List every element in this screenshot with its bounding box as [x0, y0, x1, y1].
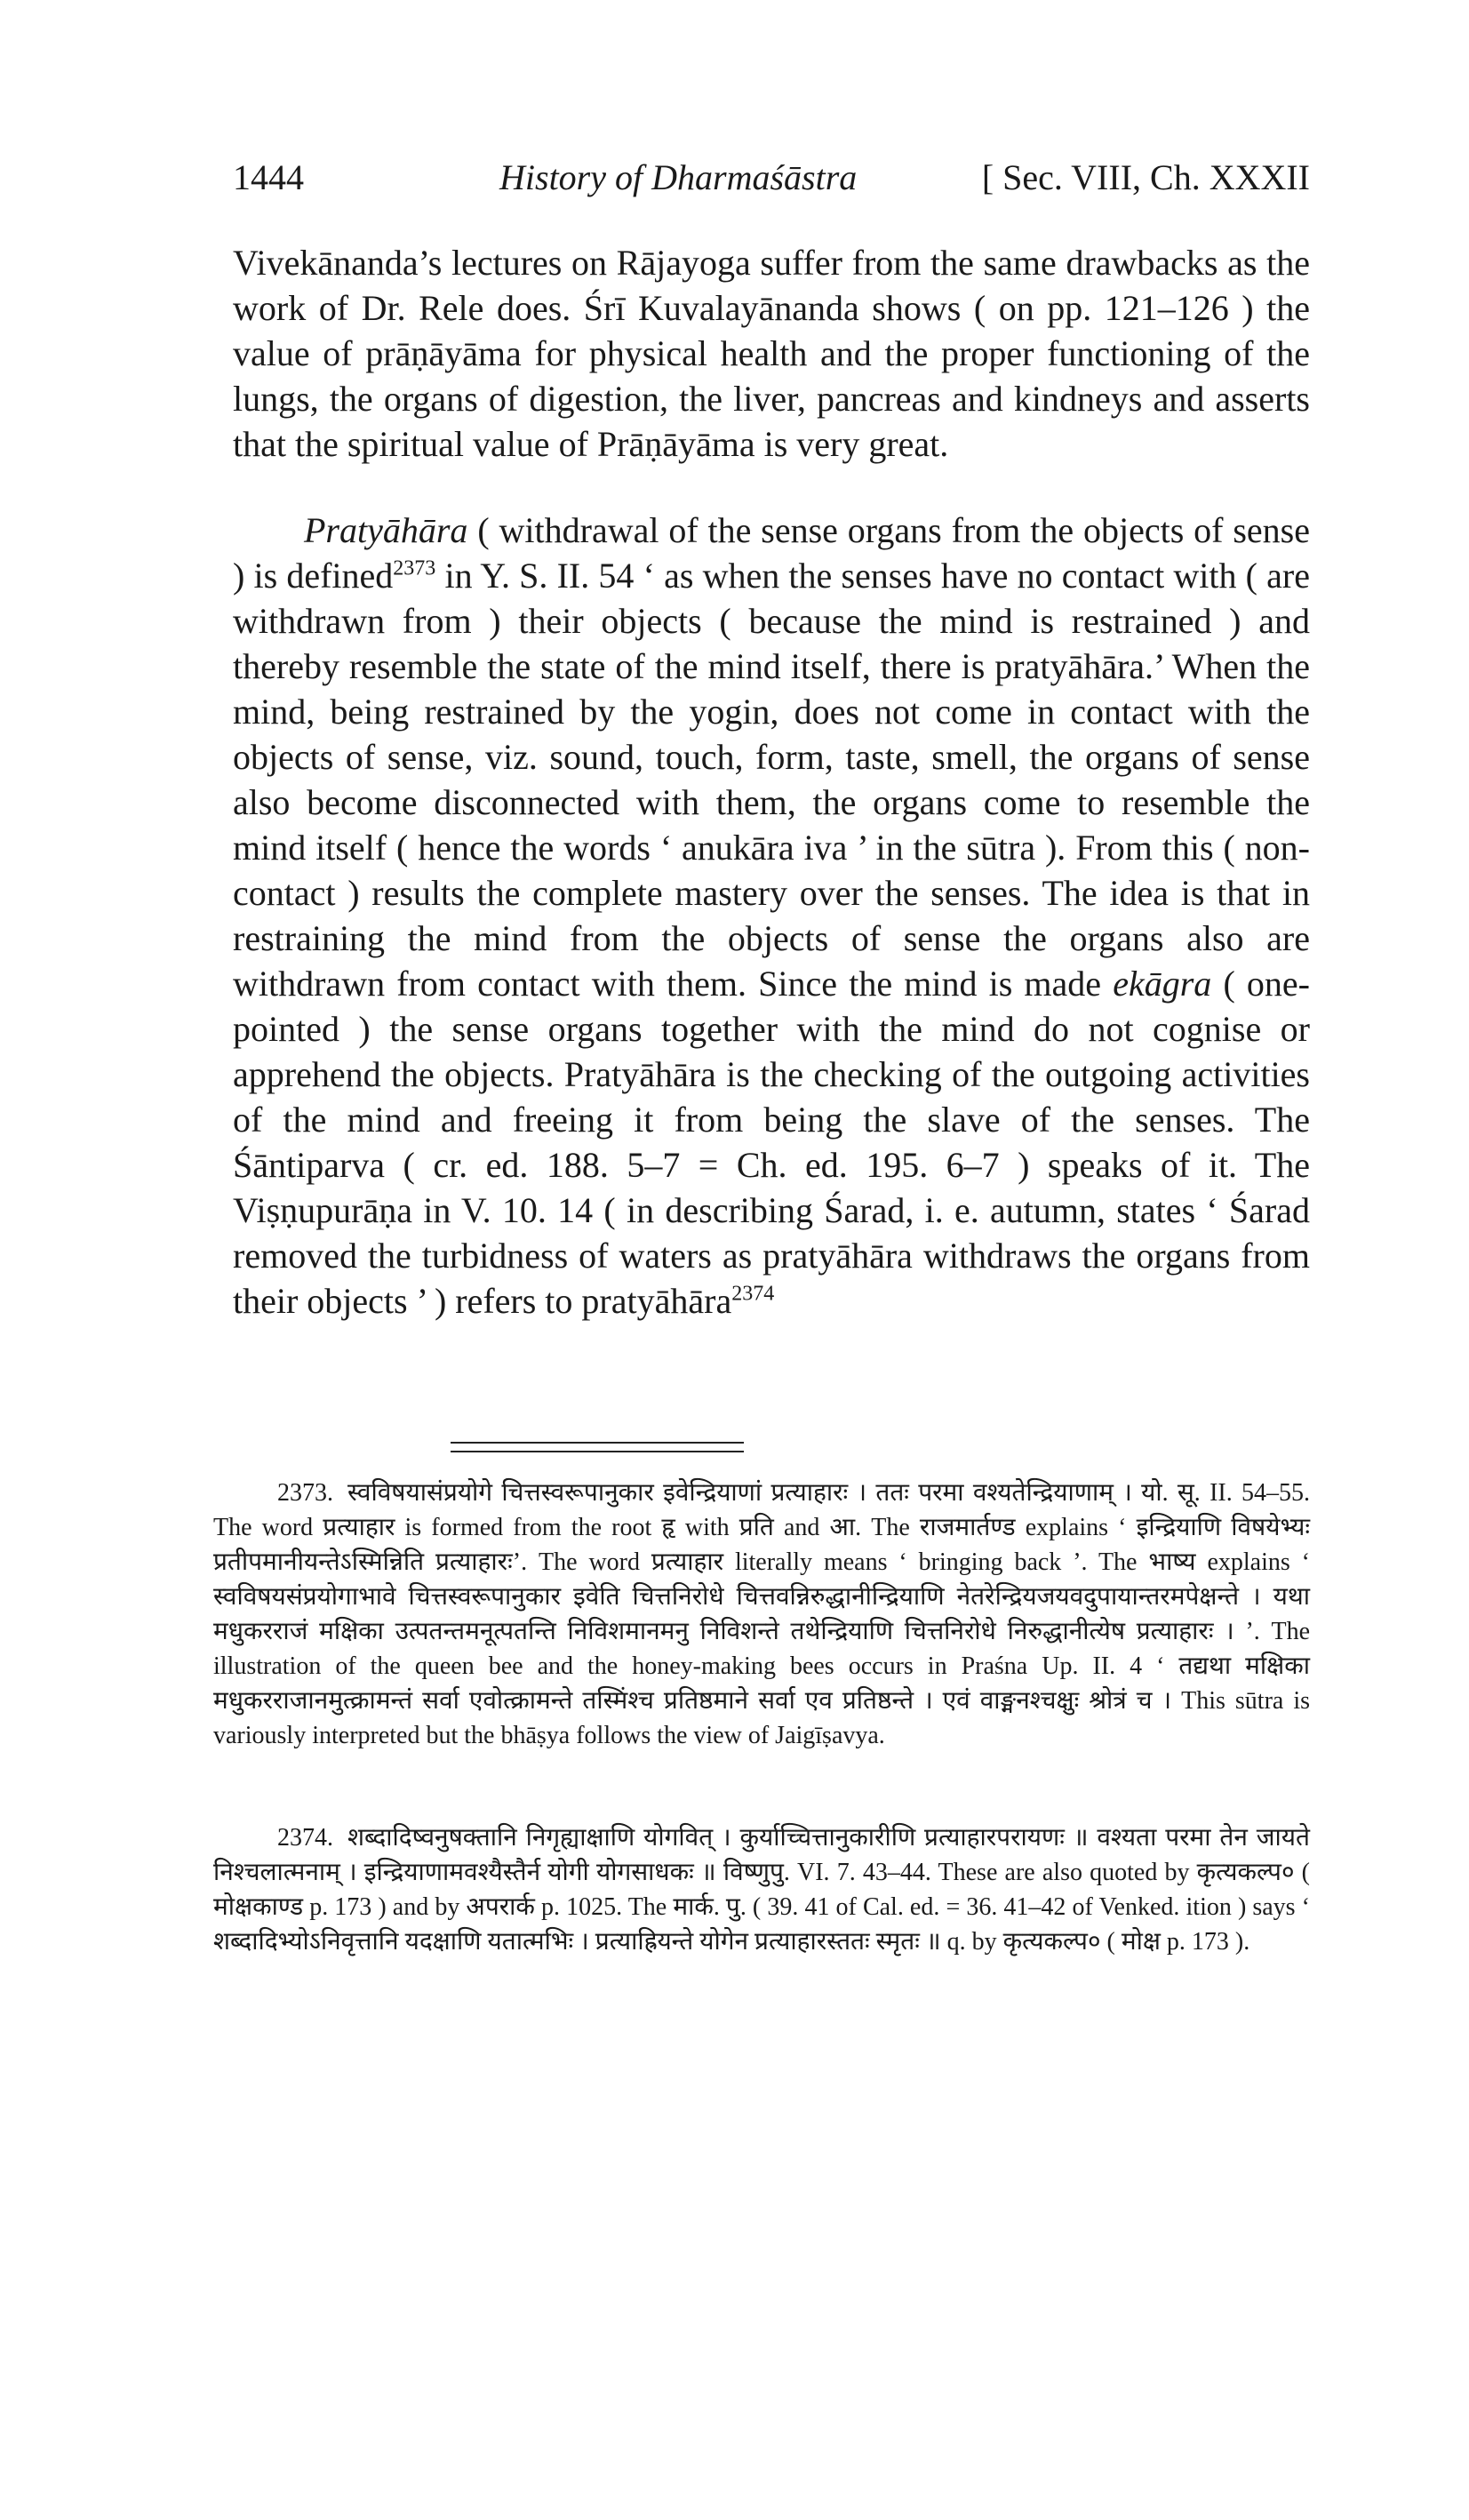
footnote-divider-2: [451, 1451, 744, 1452]
running-header: [233, 151, 1310, 204]
footnote-ref-2373[interactable]: 2373: [393, 556, 436, 580]
paragraph-2-part-a: ( withdrawal of the sense organs from the objects of sense ) is defined: [233, 510, 1310, 596]
footnote-text: शब्दादिष्वनुषक्तानि निगृह्याक्षाणि योगवित् । कुर्याच्चित्तानुकारीणि प्रत्याहारपरायणः ॥ वश्यता परमा तेन जायते निश्चलात्मनाम् । इन्द्रियाणामवश्यैस्तैर्न योगी योगसाधकः ॥ विष्णुपु. VI. 7. 43–44. These are also quoted by कृत्यकल्प० ( मोक्षकाण्ड p. 173 ) and by अपरार्क p. 1025. The मार्क. पु. ( 39. 41 of Cal. ed. = 36. 41–42 of Venked. ition ) says ‘ शब्दादिभ्योऽनिवृत्तानि यदक्षाणि यतात्मभिः । प्रत्याह्रियन्ते योगेन प्रत्याहारस्ततः स्मृतः ॥ q. by कृत्यकल्प० ( मोक्ष p. 173 ).: [213, 1824, 1310, 1956]
footnote-2374: [213, 1820, 1310, 1959]
footnote-text: स्वविषयासंप्रयोगे चित्तस्वरूपानुकार इवेन्द्रियाणां प्रत्याहारः । ततः परमा वश्यतेन्द्रियाणाम् । यो. सू. II. 54–55. The word प्रत्याहार is formed from the root हृ with प्रति and आ. The राजमार्तण्ड explains ‘ इन्द्रियाणि विषयेभ्यः प्रतीपमानीयन्तेऽस्मिन्निति प्रत्याहारः’. The word प्रत्याहार literally means ‘ bringing back ’. The भाष्य explains ‘ स्वविषयसंप्रयोगाभावे चित्तस्वरूपानुकार इवेति चित्तनिरोधे चित्तवन्निरुद्धानीन्द्रियाणि नेतरेन्द्रियजयवदुपायान्तरमपेक्षन्ते । यथा मधुकरराजं मक्षिका उत्पतन्तमनूत्पतन्ति निविशमानमनु निविशन्ते तथेन्द्रियाणि चित्तनिरोधे निरुद्धानीत्येष प्रत्याहारः । ’. The illustration of the queen bee and the honey-making bees occurs in Praśna Up. II. 4 ‘ तद्यथा मक्षिका मधुकरराजानमुत्क्रामन्तं सर्वा एवोत्क्रामन्ते तस्मिंश्च प्रतिष्ठमाने सर्वा एव प्रतिष्ठन्ते । एवं वाङ्मनश्चक्षुः श्रोत्रं च । This sūtra is variously interpreted but the bhāṣya follows the view of Jaigīṣavya.: [213, 1479, 1310, 1749]
main-text: [233, 240, 1310, 1324]
footnote-number: 2374.: [277, 1824, 333, 1852]
section-label: [ Sec. VIII, Ch. XXXII: [981, 157, 1310, 197]
paragraph-2: [233, 508, 1310, 1324]
footnote-number: 2373.: [277, 1479, 333, 1507]
term-pratyahara: Pratyāhāra: [304, 510, 468, 550]
running-title: History of Dharmaśāstra: [499, 157, 858, 197]
page-number: 1444: [233, 157, 304, 197]
footnote-2373: [213, 1476, 1310, 1753]
footnote-divider: [451, 1442, 744, 1444]
paragraph-2-part-c: ( one-pointed ) the sense organs together with the mind do not cognise or apprehend the objects. Pratyāhāra is the checking of the outgoing activities of the mind and freeing it from being the slave of the senses. The Śāntiparva ( cr. ed. 188. 5–7 = Ch. ed. 195. 6–7 ) speaks of it. The Viṣṇupurāṇa in V. 10. 14 ( in describing Śarad, i. e. autumn, states ‘ Śarad removed the turbidness of waters as pratyāhāra withdraws the organs from their objects ’ ) refers to pratyāhāra: [233, 964, 1310, 1321]
paragraph-1: Vivekānanda’s lectures on Rājayoga suffer from the same drawbacks as the work of Dr. Rele does. Śrī Kuvalayānanda shows ( on pp. 121–126 ) the value of prāṇāyāma for physical health and the proper functioning of the lungs, the organs of digestion, the liver, pancreas and kindneys and asserts that the spiritual value of Prāṇāyāma is very great.: [233, 243, 1310, 464]
footnote-ref-2374[interactable]: 2374: [731, 1282, 775, 1306]
paragraph-2-part-b: in Y. S. II. 54 ‘ as when the senses have no contact with ( are withdrawn from ) their objects ( because the mind is restrained ) and thereby resemble the state of the mind itself, there is pratyāhāra.’ When the mind, being restrained by the yogin, does not come in contact with the objects of sense, viz. sound, touch, form, taste, smell, the organs of sense also become disconnected with them, the organs come to resemble the mind itself ( hence the words ‘ anukāra iva ’ in the sūtra ). From this ( non-contact ) results the complete mastery over the senses. The idea is that in restraining the mind from the objects of sense the organs also are withdrawn from contact with them. Since the mind is made: [233, 556, 1310, 1004]
term-ekagra: ekāgra: [1113, 964, 1212, 1004]
